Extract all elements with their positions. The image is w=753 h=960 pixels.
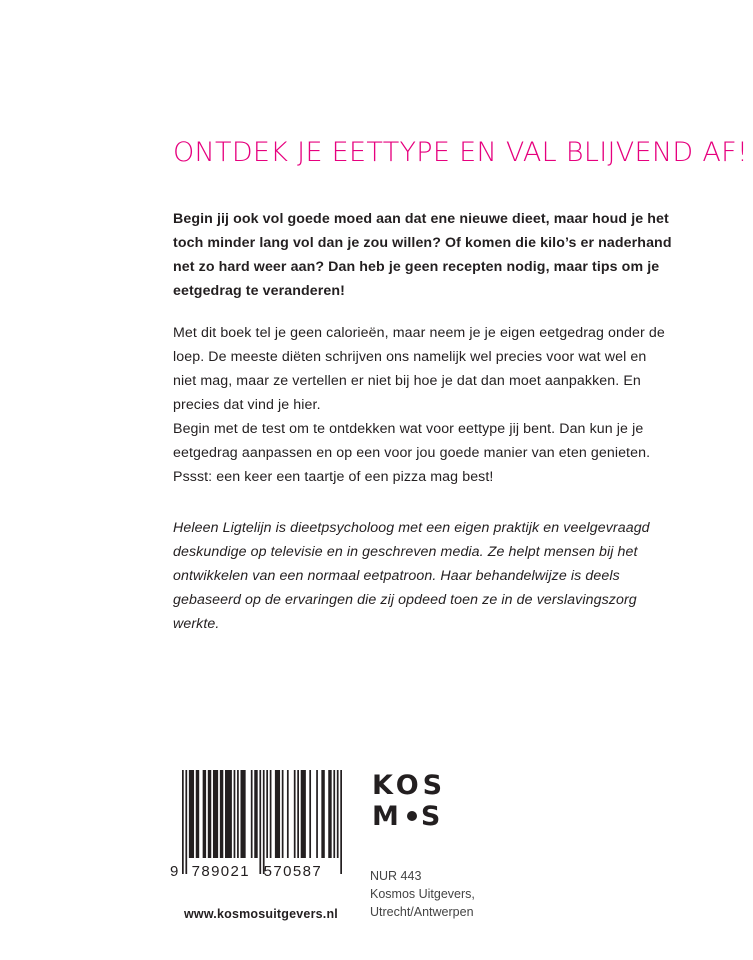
barcode-bar <box>328 770 331 858</box>
isbn-right-group: 570587 <box>263 863 323 880</box>
barcode-bar <box>287 770 289 858</box>
barcode-bar <box>333 770 335 858</box>
isbn-first-digit: 9 <box>170 863 180 880</box>
barcode-bar <box>203 770 206 858</box>
logo-dot-icon <box>407 811 417 821</box>
barcode-bar <box>275 770 280 858</box>
barcode-bar <box>213 770 218 858</box>
barcode-bar <box>259 770 261 874</box>
logo-row-2 <box>372 801 446 832</box>
website-url: www.kosmosuitgevers.nl <box>184 907 338 921</box>
barcode-bar <box>282 770 284 858</box>
barcode-bar <box>297 770 299 858</box>
body-paragraph-1: Met dit boek tel je geen calorieën, maar neem je je eigen eetgedrag onder de loep. De meeste diëten schrijven ons namelijk wel precies voor wat wel en niet mag, maar ze vertellen er niet bij hoe je dat dan moet aanpakken. En precies dat vind je hier. <box>173 325 665 413</box>
isbn-left-group: 789021 <box>191 863 251 880</box>
barcode-bar <box>196 770 199 858</box>
barcode-bar <box>234 770 236 858</box>
publisher-city: Utrecht/Antwerpen <box>370 905 474 919</box>
barcode-bar <box>208 770 211 858</box>
body-paragraph <box>173 321 673 489</box>
barcode-bar <box>240 770 245 858</box>
barcode-bar <box>254 770 257 858</box>
logo-row-1: KOS <box>372 770 447 801</box>
barcode-bar <box>220 770 223 858</box>
barcode-bar <box>294 770 296 858</box>
barcode-bar <box>182 770 184 874</box>
publisher-info <box>370 867 475 921</box>
barcode-bar <box>316 770 318 858</box>
barcode-bar <box>266 770 268 858</box>
barcode-bar <box>263 770 265 874</box>
isbn-number <box>170 863 345 880</box>
kosmos-logo <box>372 770 446 832</box>
barcode <box>170 770 345 900</box>
barcode-bar <box>237 770 239 858</box>
publisher-name: Kosmos Uitgevers, <box>370 887 475 901</box>
headline: ONTDEK JE EETTYPE EN VAL BLIJVEND AF! <box>173 137 749 168</box>
barcode-bar <box>337 770 339 858</box>
logo-letter-s: S <box>420 801 445 832</box>
barcode-bar <box>251 770 253 858</box>
barcode-bar <box>185 770 187 874</box>
barcode-bar <box>225 770 232 858</box>
barcode-bar <box>270 770 272 858</box>
barcode-bar <box>321 770 324 858</box>
barcode-bar <box>340 770 342 874</box>
barcode-bar <box>189 770 194 858</box>
body-paragraph-2: Begin met de test om te ontdekken wat voor eettype jij bent. Dan kun je je eetgedrag aanpassen en op een voor jou goede manier van eten genieten. Pssst: een keer een taartje of een pizza mag best! <box>173 421 651 485</box>
nur-code: NUR 443 <box>370 869 422 883</box>
author-bio: Heleen Ligtelijn is dieetpsycholoog met een eigen praktijk en veelgevraagd deskundige op televisie en in geschreven media. Ze helpt mensen bij het ontwikkelen van een normaal eetpatroon. Haar behandelwijze is deels gebaseerd op de ervaringen die zij opdeed toen ze in de verslavingszorg werkte. <box>173 520 650 632</box>
intro-paragraph: Begin jij ook vol goede moed aan dat ene nieuwe dieet, maar houd je het toch minder lang vol dan je zou willen? Of komen die kilo’s er naderhand net zo hard weer aan? Dan heb je geen recepten nodig, maar tips om je eetgedrag te veranderen! <box>173 211 672 299</box>
logo-letter-m: M <box>372 801 403 832</box>
barcode-bar <box>301 770 306 858</box>
barcode-bar <box>309 770 311 858</box>
barcode-bars <box>182 770 342 874</box>
